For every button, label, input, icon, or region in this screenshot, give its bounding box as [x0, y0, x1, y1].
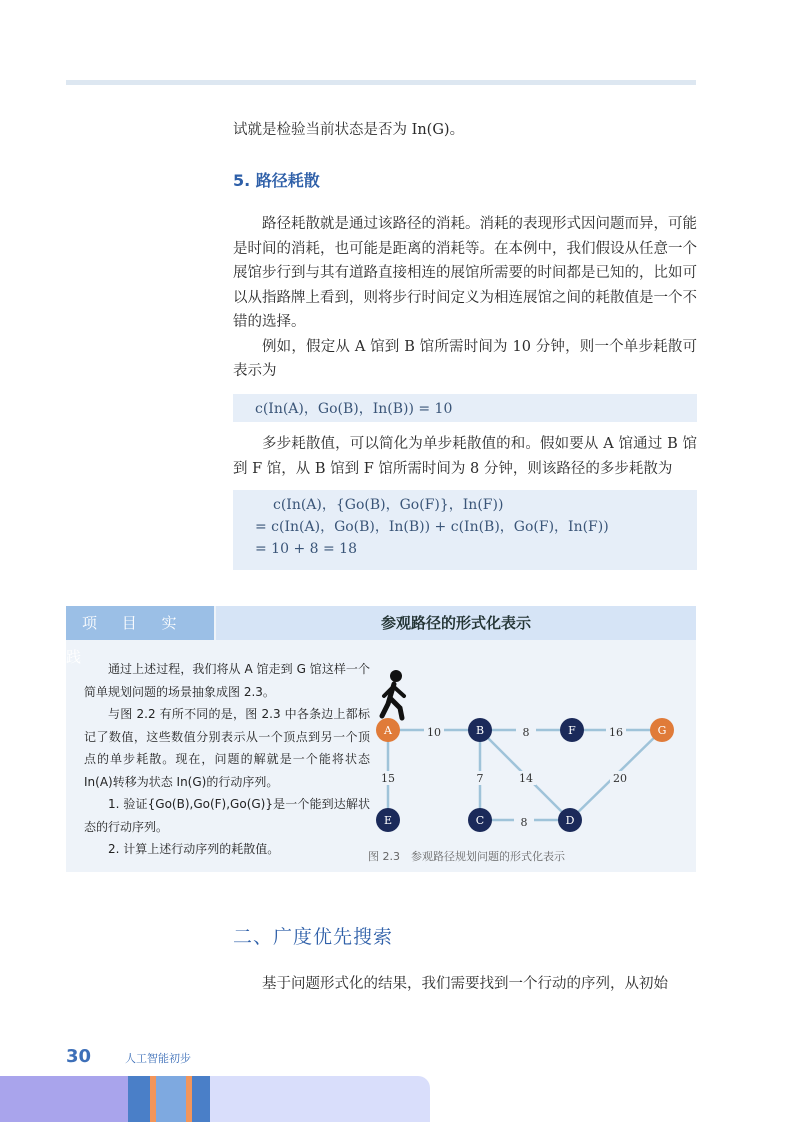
- graph-node-label-C: C: [475, 814, 485, 827]
- section-2-body: [233, 972, 697, 997]
- edge-weight-F-G: 16: [609, 726, 623, 739]
- figure-caption: 图 2.3 参观路径规划问题的形式化表示: [368, 850, 565, 863]
- project-practice-box: [66, 606, 696, 872]
- paragraph-1: 路径耗散就是通过该路径的消耗。消耗的表现形式因问题而异，可能是时间的消耗，也可能是距离的消耗等。在本例中，我们假设从任意一个展馆步行到与其有道路直接相连的展馆所需要的时间都是已知的，比如可以从指路牌上看到，则将步行时间定义为相连展馆之间的耗散值是一个不错的选择。: [233, 216, 697, 330]
- edge-weight-C-D: 8: [520, 816, 528, 829]
- graph-node-label-G: G: [657, 724, 667, 737]
- project-paragraph: 与图 2.2 有所不同的是，图 2.3 中各条边上都标记了数值，这些数值分别表示从一个顶点到另一个顶点的单步耗散。现在，问题的解就是一个能将状态 In(A)转移为状态 In(G)的行动序列。: [84, 707, 370, 789]
- graph-node-label-F: F: [568, 724, 576, 737]
- edge-weight-B-F: 8: [522, 726, 530, 739]
- formula-line: = 10 + 8 = 18: [255, 541, 357, 557]
- section-body: [233, 212, 697, 384]
- formula-multi-step: [233, 490, 697, 570]
- section-2-heading: 二、广度优先搜索: [233, 926, 394, 948]
- section-body-2: [233, 432, 697, 481]
- project-label: 项 目 实 践: [66, 606, 214, 640]
- edge-weight-A-E: 15: [381, 772, 395, 785]
- formula-line: c(In(A)，Go(B)，In(B)) = 10: [255, 401, 453, 417]
- graph-node-label-D: D: [565, 814, 575, 827]
- book-title: 人工智能初步: [125, 1052, 191, 1065]
- header-rule: [66, 80, 696, 85]
- footer-bar: [0, 1076, 128, 1122]
- project-text: [84, 658, 370, 861]
- footer-bar: [210, 1076, 430, 1122]
- footer-bar: [192, 1076, 210, 1122]
- formula-line: = c(In(A)，Go(B)，In(B)) + c(In(B)，Go(F)，In(F)): [255, 519, 609, 535]
- graph-node-label-A: A: [384, 724, 392, 737]
- path-graph: [366, 654, 696, 872]
- project-task-2: 2. 计算上述行动序列的耗散值。: [108, 842, 280, 856]
- paragraph-3: 多步耗散值，可以简化为单步耗散值的和。假如要从 A 馆通过 B 馆到 F 馆，从 B 馆到 F 馆所需时间为 8 分钟，则该路径的多步耗散为: [233, 436, 697, 477]
- graph-node-label-B: B: [475, 724, 485, 737]
- edge-weight-G-D: 20: [613, 772, 627, 785]
- footer-bar: [156, 1076, 186, 1122]
- project-title: 参观路径的形式化表示: [216, 606, 696, 640]
- section-heading: 5. 路径耗散: [233, 171, 320, 190]
- project-paragraph: 通过上述过程，我们将从 A 馆走到 G 馆这样一个简单规划问题的场景抽象成图 2.3。: [84, 662, 370, 699]
- edge-weight-B-C: 7: [476, 772, 484, 785]
- formula-single-step: [233, 394, 697, 422]
- graph-node-label-E: E: [383, 814, 393, 827]
- footer-bar: [128, 1076, 150, 1122]
- project-task-1: 1. 验证{Go(B),Go(F),Go(G)}是一个能到达解状态的行动序列。: [84, 797, 370, 834]
- intro-text: [233, 118, 697, 143]
- formula-line: c(In(A)，{Go(B)，Go(F)}，In(F)): [273, 497, 504, 513]
- paragraph-2: 例如，假定从 A 馆到 B 馆所需时间为 10 分钟，则一个单步耗散可表示为: [233, 338, 697, 379]
- intro-line: 试就是检验当前状态是否为 In(G)。: [233, 122, 465, 138]
- edge-weight-B-D: 14: [519, 772, 533, 785]
- page-number: 30: [66, 1046, 92, 1067]
- edge-weight-A-B: 10: [427, 726, 441, 739]
- section-2-paragraph: 基于问题形式化的结果，我们需要找到一个行动的序列，从初始: [262, 976, 668, 992]
- walking-person-icon: [382, 670, 404, 718]
